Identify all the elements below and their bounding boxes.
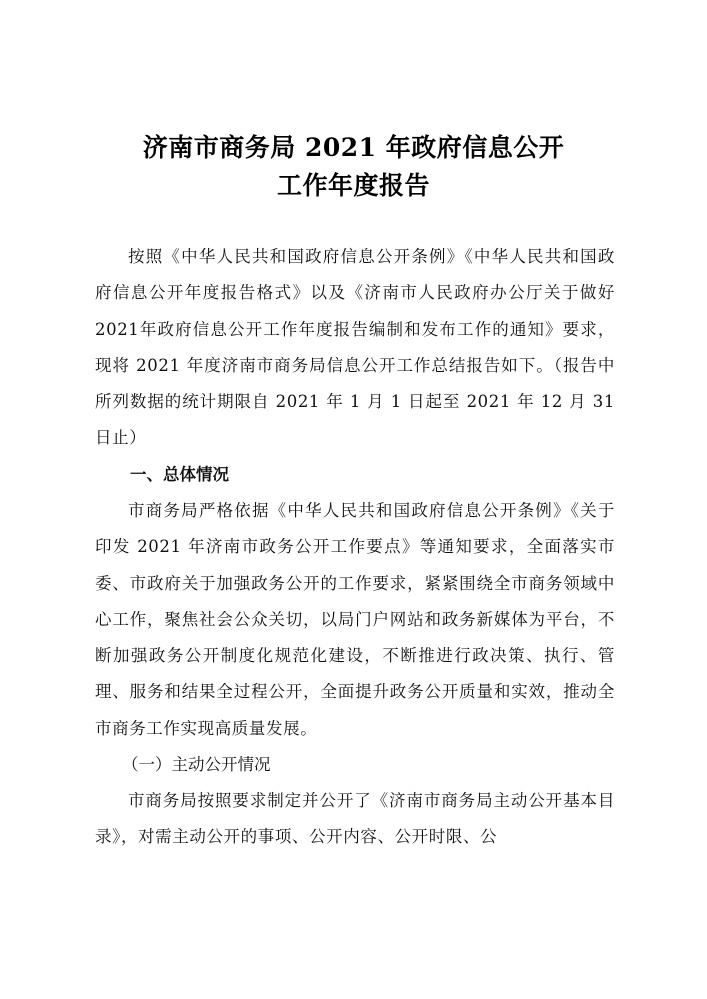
document-title-line-1: 济南市商务局 2021 年政府信息公开 bbox=[142, 133, 565, 162]
subsection-heading-proactive-disclosure: （一）主动公开情况 bbox=[122, 755, 271, 774]
section-heading-overview: 一、总体情况 bbox=[130, 465, 229, 484]
proactive-disclosure-paragraph: 市商务局按照要求制定并公开了《济南市商务局主动公开基本目录》，对需主动公开的事项、公开内容、公开时限、公 bbox=[95, 791, 615, 847]
intro-paragraph: 按照《中华人民共和国政府信息公开条例》《中华人民共和国政府信息公开年度报告格式》以及《济南市人民政府办公厅关于做好2021年政府信息公开工作年度报告编制和发布工作的通知》要求，现将 2021 年度济南市商务局信息公开工作总结报告如下。（报告中所列数据的统计期限自 2021 年 1 月 1 日起至 2021 年 12 月 31 日止） bbox=[95, 247, 615, 448]
overview-paragraph: 市商务局严格依据《中华人民共和国政府信息公开条例》《关于印发 2021 年济南市政务公开工作要点》等通知要求，全面落实市委、市政府关于加强政务公开的工作要求，紧紧围绕全市商务领域中心工作，聚焦社会公众关切，以局门户网站和政务新媒体为平台，不断加强政务公开制度化规范化建设，不断推进行政决策、执行、管理、服务和结果全过程公开，全面提升政务公开质量和实效，推动全市商务工作实现高质量发展。 bbox=[95, 501, 615, 738]
document-title-line-2: 工作年度报告 bbox=[276, 171, 430, 200]
